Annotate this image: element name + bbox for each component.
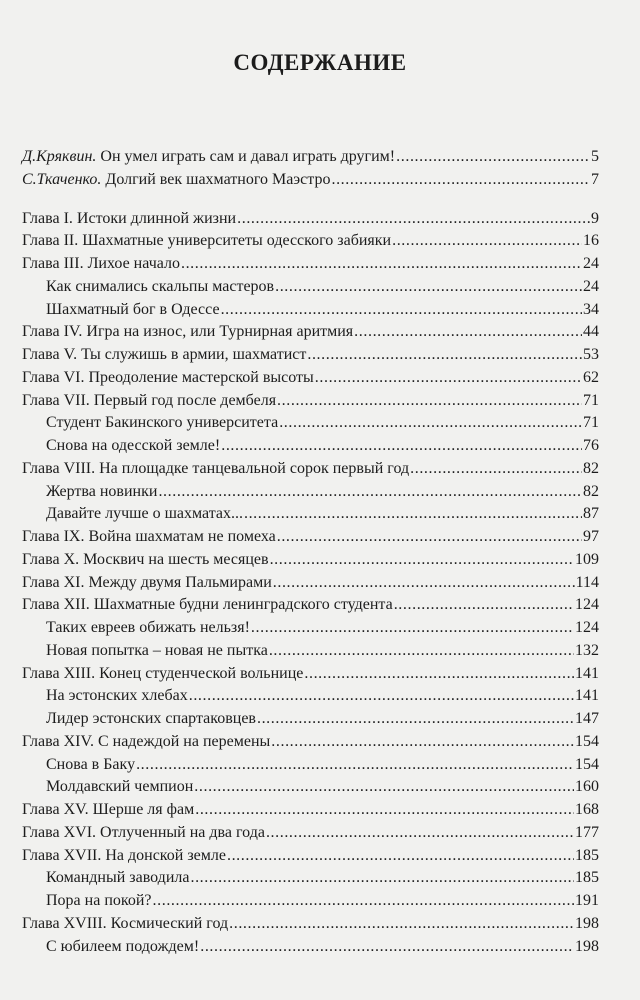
dot-leader [158, 481, 582, 504]
toc-entry [22, 731, 599, 754]
dot-leader [307, 344, 582, 367]
dot-leader [279, 412, 582, 435]
toc-entry-title: Таких евреев обижать нельзя! [46, 619, 250, 636]
toc-subentry [22, 412, 599, 435]
toc-entry [22, 146, 599, 169]
toc-entry [22, 230, 599, 253]
toc-entry [22, 913, 599, 936]
toc-subentry [22, 708, 599, 731]
toc-entry-title: Молдавский чемпион [46, 778, 194, 796]
toc-entry-title: Глава VI. Преодоление мастерской высоты [22, 368, 314, 386]
toc-entry-page: 198 [575, 937, 599, 955]
toc-entry-page: 160 [575, 778, 599, 796]
toc-entry [22, 526, 599, 549]
toc-entry-title: Глава XI. Между двумя Пальмирами [22, 573, 272, 591]
toc-entry [22, 208, 599, 231]
dot-leader [396, 146, 590, 169]
dot-leader [273, 572, 575, 595]
toc-entry [22, 845, 599, 868]
toc-entry-page: 141 [575, 664, 599, 682]
toc-entry-title: Как снимались скальпы мастеров [46, 277, 275, 295]
toc-entry-title: Глава XII. Шахматные будни ленинградского студента [22, 596, 393, 614]
toc-entry [22, 594, 599, 617]
toc-entry [22, 169, 599, 192]
toc-entry-title: Снова на одесской земле! [46, 437, 221, 454]
dot-leader [244, 503, 582, 526]
dot-leader [195, 799, 574, 822]
dot-leader [227, 845, 574, 868]
dot-leader [257, 708, 574, 731]
toc-entry-title: Командный заводила [46, 869, 190, 887]
dot-leader [200, 936, 574, 959]
toc-entry-title: Глава II. Шахматные университеты одесского забияки [22, 232, 392, 250]
dot-leader [315, 367, 582, 390]
toc-entry-author: Д.Кряквин. [22, 148, 97, 165]
toc-entry-page: 82 [583, 459, 599, 477]
toc-entry-page: 16 [583, 232, 599, 250]
toc-entry [22, 390, 599, 413]
toc-entry-text [22, 146, 395, 169]
toc-entry-page: 24 [583, 277, 599, 295]
toc-entry-page: 147 [575, 710, 599, 727]
toc-entry-title: Снова в Баку [46, 755, 136, 773]
dot-leader [190, 867, 574, 890]
toc-entry-page: 53 [583, 346, 599, 363]
toc-entry-page: 168 [575, 801, 599, 818]
toc-entry-page: 71 [583, 414, 599, 432]
toc-subentry [22, 435, 599, 458]
toc-entry [22, 253, 599, 276]
toc-entry-title: Глава I. Истоки длинной жизни [22, 209, 237, 227]
dot-leader [354, 321, 582, 344]
toc-entry-page: 24 [583, 255, 599, 272]
toc-entry-page: 82 [583, 482, 599, 500]
dot-leader [221, 299, 582, 322]
dot-leader [392, 230, 582, 253]
dot-leader [269, 640, 574, 663]
toc-subentry [22, 685, 599, 708]
toc-entry-page: 185 [575, 869, 599, 887]
toc-entry-title: Глава XVII. На донской земле [22, 846, 226, 864]
toc-entry-title: Глава IX. Война шахматам не помеха [22, 528, 276, 545]
toc-entry-page: 97 [583, 528, 599, 545]
dot-leader [304, 663, 574, 686]
toc-subentry [22, 503, 599, 526]
toc-entry-page: 7 [591, 170, 599, 188]
toc-entry-page: 185 [575, 846, 599, 864]
dot-leader [410, 458, 582, 481]
toc-subentry [22, 890, 599, 913]
toc-entry-page: 198 [575, 914, 599, 932]
toc-entry-page: 191 [575, 892, 599, 909]
toc-entry-title: Глава X. Москвич на шесть месяцев [22, 550, 269, 568]
toc-subentry [22, 754, 599, 777]
toc-entry-text [22, 169, 330, 192]
toc-entry-title: Лидер эстонских спартаковцев [46, 710, 256, 727]
toc-entry-title: Глава VII. Первый год после дембеля [22, 391, 277, 409]
toc-entry-title: Глава IV. Игра на износ, или Турнирная аритмия [22, 323, 354, 341]
toc-entry-title: Глава V. Ты служишь в армии, шахматист [22, 346, 307, 363]
toc-entry-title: Глава III. Лихое начало [22, 255, 180, 272]
dot-leader [275, 276, 582, 299]
dot-leader [277, 390, 582, 413]
toc-entry-title: Глава XIII. Конец студенческой вольницe [22, 664, 304, 682]
toc-entry-page: 177 [575, 823, 599, 841]
toc-entry [22, 458, 599, 481]
dot-leader [277, 526, 582, 549]
toc-entry-page: 44 [583, 323, 599, 341]
dot-leader [189, 685, 574, 708]
toc-entry-page: 34 [583, 300, 599, 318]
toc-entry-title: Давайте лучше о шахматах... [46, 505, 243, 523]
dot-leader [221, 435, 582, 458]
dot-leader [270, 549, 574, 572]
toc-entry-title: Глава XIV. С надеждой на перемены [22, 732, 271, 750]
toc-entry-page: 62 [583, 368, 599, 386]
toc-entry [22, 663, 599, 686]
toc-entry-page: 109 [575, 550, 599, 568]
toc-entry-title: На эстонских хлебах [46, 687, 188, 705]
dot-leader [136, 754, 574, 777]
dot-leader [266, 822, 574, 845]
toc-entry-page: 9 [591, 209, 599, 227]
toc-entry-page: 76 [583, 437, 599, 454]
dot-leader [229, 913, 574, 936]
toc-subentry [22, 276, 599, 299]
toc-subentry [22, 617, 599, 640]
toc-entry-title: С юбилеем подождем! [46, 937, 200, 955]
dot-leader [251, 617, 574, 640]
toc-entry-page: 141 [575, 687, 599, 705]
toc-entry-title: Он умел играть сам и давал играть другим! [100, 148, 396, 165]
toc-entry-title: Глава XV. Шерше ля фам [22, 801, 195, 818]
dot-leader [394, 594, 574, 617]
toc-entry [22, 572, 599, 595]
toc-entry-title: Новая попытка – новая не пытка [46, 641, 268, 659]
toc-entry [22, 549, 599, 572]
dot-leader [181, 253, 582, 276]
toc-entry-title: Студент Бакинского университета [46, 414, 279, 432]
toc-entry-page: 132 [575, 641, 599, 659]
dot-leader [153, 890, 574, 913]
toc-subentry [22, 776, 599, 799]
toc-entry [22, 367, 599, 390]
toc-entry-page: 124 [575, 619, 599, 636]
toc-subentry [22, 299, 599, 322]
toc-entry-page: 87 [583, 505, 599, 523]
dot-leader [271, 731, 574, 754]
dot-leader [237, 208, 590, 231]
toc-entry-title: Шахматный бог в Одессе [46, 300, 220, 318]
toc-subentry [22, 481, 599, 504]
toc-entry-title: Пора на покой? [46, 892, 152, 909]
toc-entry-title: Глава VIII. На площадке танцевальной сорок первый год [22, 459, 410, 477]
toc-entry-page: 124 [575, 596, 599, 614]
toc-entry-page: 154 [575, 732, 599, 750]
toc-entry-page: 71 [583, 391, 599, 409]
toc-entry [22, 799, 599, 822]
toc-entry [22, 321, 599, 344]
toc-entry-title: Жертва новинки [46, 482, 158, 500]
toc-entry-author: С.Ткаченко. [22, 170, 102, 188]
dot-leader [331, 169, 590, 192]
toc-entry-page: 114 [575, 573, 599, 591]
toc-entry-title: Глава XVI. Отлученный на два года [22, 823, 265, 841]
page-title: СОДЕРЖАНИЕ [233, 50, 407, 75]
toc-subentry [22, 936, 599, 959]
toc-entry-page: 5 [591, 148, 599, 165]
toc-entry-title: Долгий век шахматного Маэстро [105, 170, 331, 188]
toc-entry [22, 822, 599, 845]
toc-subentry [22, 640, 599, 663]
toc-subentry [22, 867, 599, 890]
toc-entry [22, 344, 599, 367]
toc-entry-title: Глава XVIII. Космический год [22, 914, 229, 932]
table-of-contents [22, 146, 599, 958]
toc-entry-page: 154 [575, 755, 599, 773]
dot-leader [194, 776, 574, 799]
